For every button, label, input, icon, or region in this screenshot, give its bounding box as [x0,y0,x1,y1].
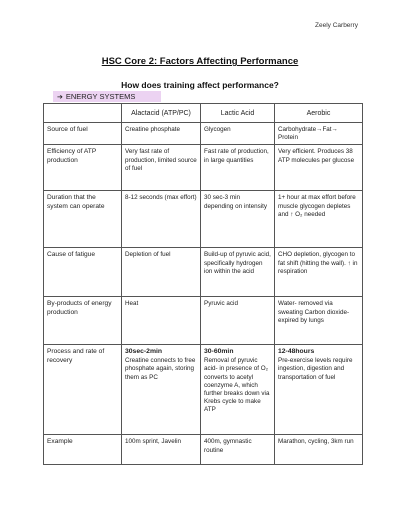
table-cell: Water- removed via sweating Carbon dioxide- expired by lungs [275,297,363,345]
table-cell: 400m, gymnastic routine [201,435,275,465]
row-label: Efficiency of ATP production [44,145,122,191]
table-row [44,123,363,145]
table-cell: Very fast rate of production, limited source of fuel [122,145,201,191]
table-cell: CHO depletion, glycogen to fat shift (hitting the wall). ↑ in respiration [275,248,363,297]
author-name: Zeely Carberry [315,22,358,29]
table-cell: Heat [122,297,201,345]
table-row [44,345,363,435]
table-cell: Carbohydrate→Fat→ Protein [275,123,363,145]
page-subtitle: How does training affect performance? [121,80,279,90]
table-cell: Build-up of pyruvic acid, specifically hydrogen ion within the acid [201,248,275,297]
table-cell: 8-12 seconds (max effort) [122,191,201,248]
table-cell [122,345,201,435]
table-header-row [44,104,363,123]
recovery-time: 30sec-2min [125,348,163,356]
table-header-cell: Alactacid (ATP/PC) [122,104,201,123]
table-header-cell: Aerobic [275,104,363,123]
table-cell: 100m sprint, Javelin [122,435,201,465]
row-label: Duration that the system can operate [44,191,122,248]
table-header-cell: Lactic Acid [201,104,275,123]
table-cell: Glycogen [201,123,275,145]
arrow-right-icon: ➔ [57,94,63,101]
table-row [44,248,363,297]
section-heading [53,91,161,102]
page-title: HSC Core 2: Factors Affecting Performance [101,56,299,67]
row-label: Example [44,435,122,465]
table-cell: Pyruvic acid [201,297,275,345]
row-label: Cause of fatigue [44,248,122,297]
table-row [44,145,363,191]
table-cell [201,345,275,435]
section-heading-label: ENERGY SYSTEMS [65,92,136,101]
table-cell: Very efficient. Produces 38 ATP molecules per glucose [275,145,363,191]
table-header-cell [44,104,122,123]
table-cell: 30 sec-3 min depending on intensity [201,191,275,248]
cell-text: Removal of pyruvic acid- in presence of O₂ converts to acetyl coenzyme A, which further breaks down via Krebs cycle to make ATP [204,357,270,414]
table-row [44,297,363,345]
row-label: Source of fuel [44,123,122,145]
table-cell: Creatine phosphate [122,123,201,145]
table-cell: 1+ hour at max effort before muscle glycogen depletes and ↑ O₂ needed [275,191,363,248]
table-cell: Fast rate of production, in large quantities [201,145,275,191]
recovery-time: 30-60min [204,348,234,356]
cell-text: Pre-exercise levels require ingestion, digestion and transportation of fuel [278,357,353,381]
row-label: Process and rate of recovery [44,345,122,435]
table-cell: Depletion of fuel [122,248,201,297]
table-row [44,191,363,248]
row-label: By-products of energy production [44,297,122,345]
energy-systems-table [43,103,363,465]
cell-text: Creatine connects to free phosphate again, storing them as PC [125,357,196,381]
table-cell: Marathon, cycling, 3km run [275,435,363,465]
recovery-time: 12-48hours [278,348,315,356]
table-row [44,435,363,465]
table-cell [275,345,363,435]
